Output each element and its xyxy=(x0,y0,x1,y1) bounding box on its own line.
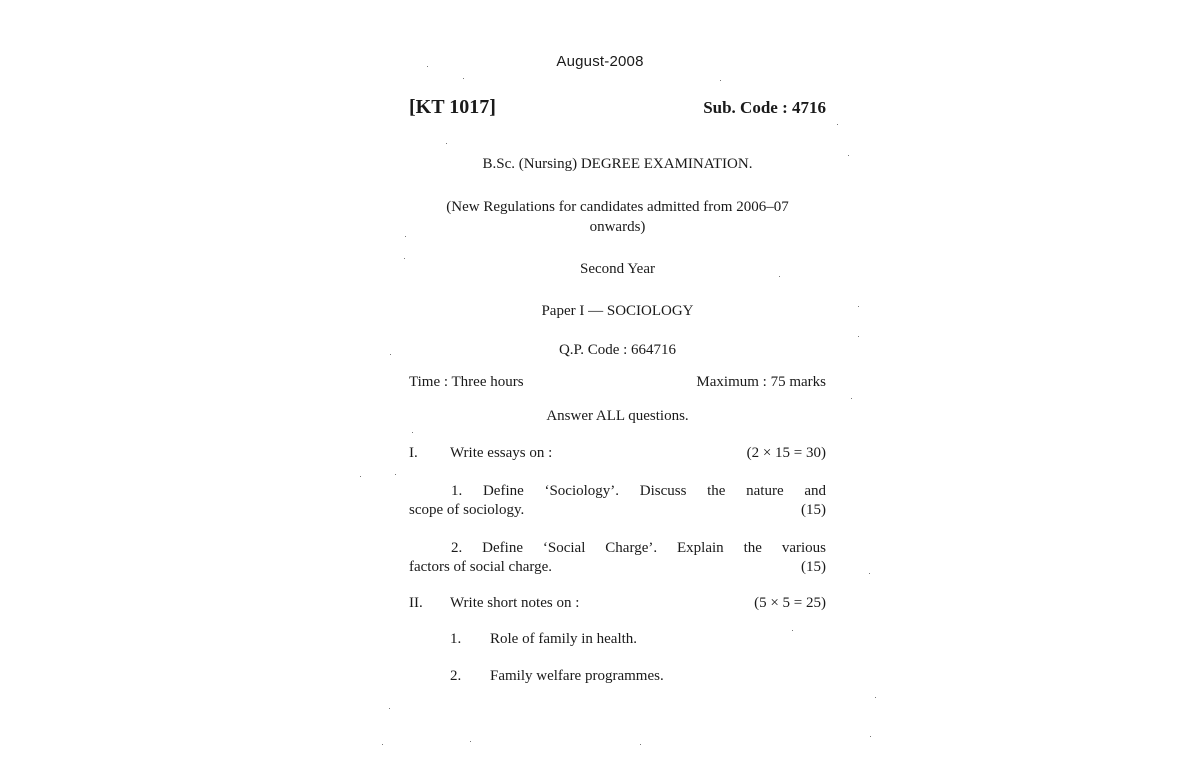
scan-speck xyxy=(858,306,859,307)
scan-speck xyxy=(870,736,871,737)
scan-speck xyxy=(404,258,405,259)
item-text: Role of family in health. xyxy=(490,631,638,647)
scan-speck xyxy=(640,744,641,745)
year-label: Second Year xyxy=(580,261,655,277)
question-text-line-2 xyxy=(409,501,826,520)
instruction: Answer ALL questions. xyxy=(546,408,689,424)
scan-speck xyxy=(470,741,471,742)
scan-speck xyxy=(405,236,406,237)
time-marks-row xyxy=(409,374,826,391)
scan-speck xyxy=(837,124,838,125)
scan-speck xyxy=(382,744,383,745)
scan-speck xyxy=(875,697,876,698)
paper-title: Paper I — SOCIOLOGY xyxy=(541,303,694,319)
section-title: Write short notes on : xyxy=(450,595,580,611)
question-1 xyxy=(409,482,826,520)
item-text: Family welfare programmes. xyxy=(490,668,664,684)
scan-speck xyxy=(851,398,852,399)
item-number: 1. xyxy=(450,631,462,647)
qp-code: Q.P. Code : 664716 xyxy=(558,342,677,358)
scan-speck xyxy=(446,143,447,144)
scan-speck xyxy=(412,432,413,433)
scan-speck xyxy=(858,336,859,337)
section-number: I. xyxy=(409,445,418,461)
paper-id: [KT 1017] xyxy=(409,96,496,118)
subject-code: Sub. Code : 4716 xyxy=(703,98,826,117)
scan-speck xyxy=(463,78,464,79)
question-continuation: factors of social charge. xyxy=(409,559,552,575)
question-text-line-1: 1. Define ‘Sociology’. Discuss the nature and xyxy=(451,483,826,499)
section-number: II. xyxy=(409,595,423,611)
section-marks: (2 × 15 = 30) xyxy=(746,445,826,461)
scan-speck xyxy=(389,708,390,709)
time-allowed: Time : Three hours xyxy=(409,374,524,390)
scan-speck xyxy=(395,474,396,475)
question-text-line-2 xyxy=(409,558,826,577)
scan-speck xyxy=(869,573,870,574)
scan-speck xyxy=(720,80,721,81)
degree-title: B.Sc. (Nursing) DEGREE EXAMINATION. xyxy=(482,156,753,172)
scan-speck xyxy=(427,66,428,67)
scan-speck xyxy=(360,476,361,477)
item-number: 2. xyxy=(450,668,462,684)
scan-speck xyxy=(848,155,849,156)
question-2 xyxy=(409,539,826,577)
scan-speck xyxy=(779,276,780,277)
section-marks: (5 × 5 = 25) xyxy=(754,595,826,611)
question-marks: (15) xyxy=(801,502,826,518)
exam-date: August-2008 xyxy=(556,53,644,70)
regulations-line-2: onwards) xyxy=(589,219,646,235)
section-title: Write essays on : xyxy=(450,445,553,461)
question-marks: (15) xyxy=(801,559,826,575)
question-continuation: scope of sociology. xyxy=(409,502,525,518)
question-text-line-1: 2. Define ‘Social Charge’. Explain the various xyxy=(451,540,826,556)
scan-speck xyxy=(792,630,793,631)
scan-speck xyxy=(390,354,391,355)
regulations-line-1: (New Regulations for candidates admitted from 2006–07 xyxy=(446,199,789,215)
maximum-marks: Maximum : 75 marks xyxy=(696,374,826,390)
